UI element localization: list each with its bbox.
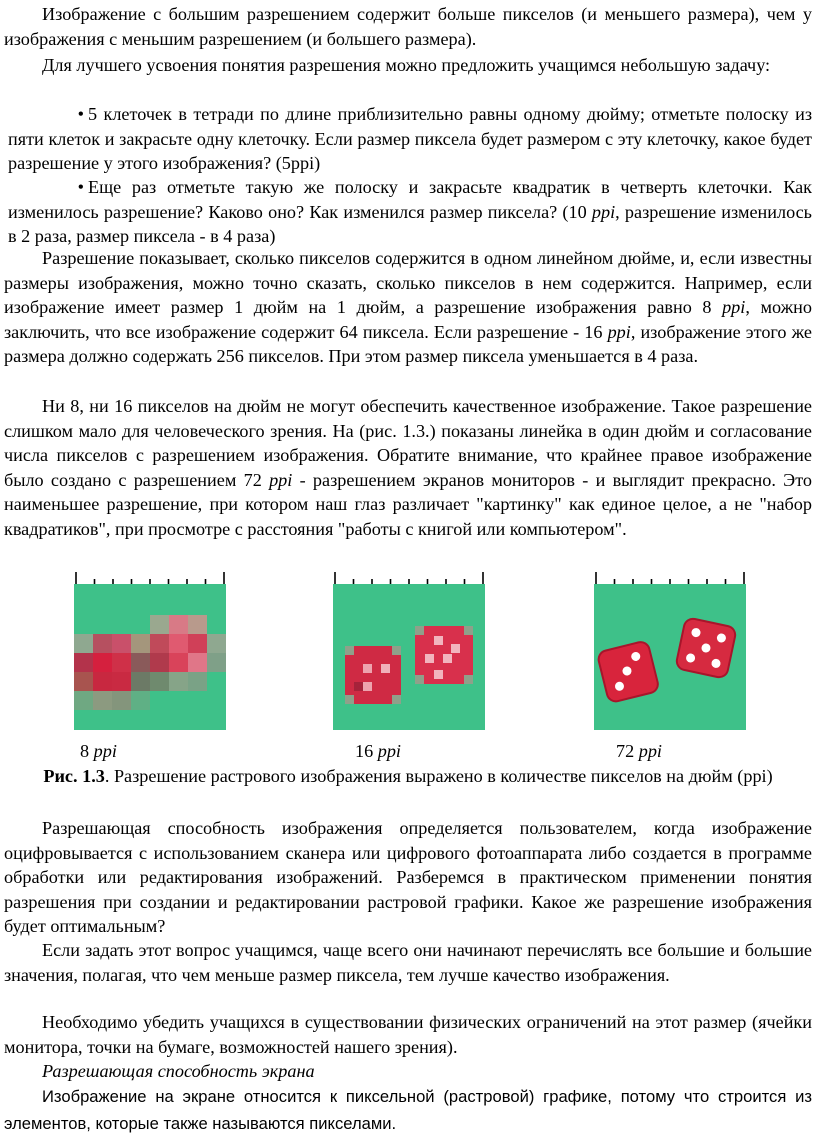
bullet-item-2: • Еще раз отметьте такую же полоску и закрасьте квадратик в четверть клеточки. Как изменилось разрешение? Каково оно? Как изменился размер пиксела? (10 ppi, разрешение изменилось в 2 раза, размер пиксела - в 4 раза) [8, 177, 812, 247]
paragraph-7: Необходимо убедить учащихся в существовании физических ограничений на этот размер (ячейки монитора, точки на бумаге, возможностей нашего зрения). [4, 1012, 812, 1057]
pixelated-dice-image [333, 584, 485, 730]
bullet-item-1: • 5 клеточек в тетради по длине приблизительно равны одному дюйму; отметьте полоску из пяти клеток и закрасьте одну клеточку. Если размер пиксела будет размером с эту клеточку, какое будет разрешение у этого изображения? (5ppi) [8, 104, 812, 174]
paragraph-1: Изображение с большим разрешением содержит больше пикселов (и меньшего размера), чем у изображения с меньшим разрешением (и большего размера). [4, 4, 812, 49]
paragraph-3: Разрешение показывает, сколько пикселов содержится в одном линейном дюйме, и, если известны размеры изображения, можно точно сказать, сколько пикселов в нем содержится. Например, если изображение имеет размер 1 дюйм на 1 дюйм, а разрешение изображения равно 8 ppi, можно заключить, что все изображение содержит 64 пиксела. Если разрешение - 16 ppi, изображение этого же размера должно содержать 256 пикселов. При этом размер пиксела уменьшается в 4 раза. [4, 248, 812, 367]
bullet-icon: • [77, 177, 84, 197]
sharp-dice-image [594, 584, 746, 730]
paragraph-4: Ни 8, ни 16 пикселов на дюйм не могут обеспечить качественное изображение. Такое разрешение слишком мало для человеческого зрения. На (рис. 1.3.) показаны линейка в один дюйм и согласование числа пикселов с разрешением изображения. Обратите внимание, что крайнее правое изображение было создано с разрешением 72 ppi - разрешением экранов мониторов - и выглядит прекрасно. Это наименьшее разрешение, при котором наш глаз различает "картинку" как единое целое, а не "набор квадратиков", при просмотре с расстояния "работы с книгой или компьютером". [4, 396, 812, 539]
dice-icon [333, 584, 485, 730]
figure-caption: Рис. 1.3. Разрешение растрового изображения выражено в количестве пикселов на дюйм (ppi) [43, 766, 773, 786]
paragraph-6: Если задать этот вопрос учащимся, чаще всего они начинают перечислять все большие и большие значения, полагая, что чем меньше размер пиксела, тем лучше качество изображения. [4, 940, 812, 985]
figure-16ppi [333, 570, 485, 730]
dice-icon [74, 584, 226, 730]
paragraph-5: Разрешающая способность изображения определяется пользователем, когда изображение оцифровывается с использованием сканера или цифрового фотоаппарата либо создается в программе обработки или редактирования изображений. Разберемся в практическом применении понятия разрешения при создании и редактировании растровой графики. Какое же разрешение изображения будет оптимальным? [4, 818, 812, 937]
figure-label-72ppi: 72 ppi [616, 741, 662, 761]
paragraph-2: Для лучшего усвоения понятия разрешения можно предложить учащимся небольшую задачу: [42, 55, 771, 75]
figure-label-8ppi: 8 ppi [80, 741, 117, 761]
paragraph-8: Изображение на экране относится к пиксельной (растровой) графике, потому что строится из элементов, которые также называются пикселами. [4, 1087, 812, 1133]
section-heading: Разрешающая способность экрана [42, 1061, 315, 1081]
figure-72ppi [594, 570, 746, 730]
figure-label-16ppi: 16 ppi [355, 741, 401, 761]
figure-8ppi [74, 570, 226, 730]
dice-icon [594, 584, 746, 730]
pixelated-dice-image [74, 584, 226, 730]
bullet-icon: • [77, 104, 84, 124]
